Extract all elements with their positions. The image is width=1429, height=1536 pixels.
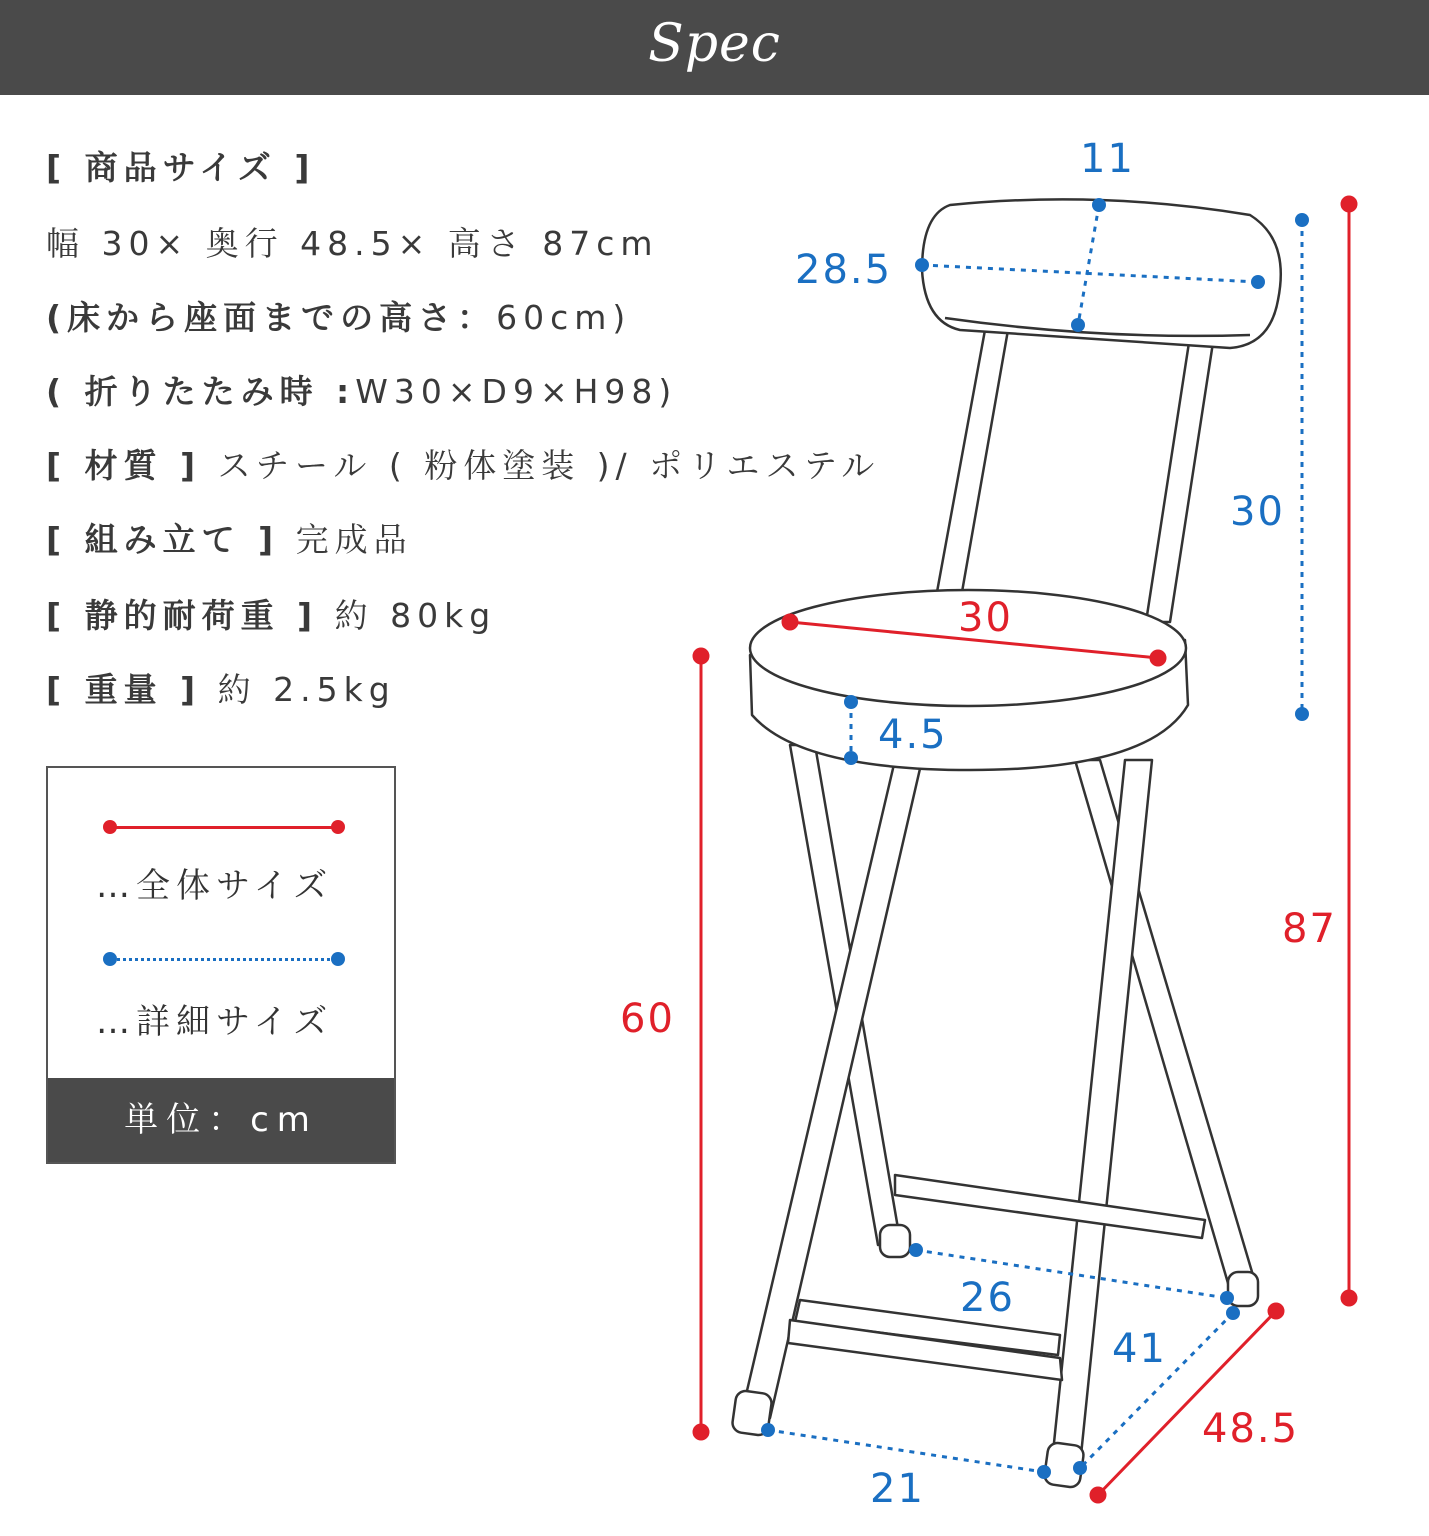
dim-rear-feet-width: 26 [960,1275,1015,1321]
seat-height-line: (床から座面までの高さ：60cm) [46,298,632,337]
detail-size-label: …詳細サイズ [96,1002,334,1042]
load-line: [ 静的耐荷重 ] 約 80kg [46,596,497,635]
back-post-left [937,330,1008,592]
dim-side-feet-depth: 41 [1112,1326,1167,1372]
dim-backrest-height: 30 [1230,489,1285,535]
size-heading: [ 商品サイズ ] [46,148,316,187]
unit-label: 単位：cm [48,1078,394,1162]
folded-line: ( 折りたたみ時 :W30×D9×H98) [46,372,678,411]
dim-seat-thickness: 4.5 [878,712,948,758]
footrest-upper [895,1175,1205,1238]
dim-backrest-depth: 11 [1080,136,1135,182]
page-title: Spec [648,14,781,74]
dim-total-depth: 48.5 [1202,1406,1300,1452]
dim-backrest-width: 28.5 [795,247,893,293]
back-post-right [1146,336,1214,622]
material-line: [ 材質 ] スチール ( 粉体塗装 )/ ポリエステル [46,446,881,485]
dim-front-feet-width: 21 [870,1466,925,1512]
weight-line: [ 重量 ] 約 2.5kg [46,670,396,709]
foot-cap [880,1225,910,1257]
size-line: 幅 30× 奥行 48.5× 高さ 87cm [46,224,659,263]
dim-seat-width: 30 [958,595,1013,641]
overall-size-label: …全体サイズ [96,866,334,906]
dim-seat-height: 60 [620,996,675,1042]
assembly-line: [ 組み立て ] 完成品 [46,520,413,559]
dim-total-height: 87 [1282,906,1337,952]
